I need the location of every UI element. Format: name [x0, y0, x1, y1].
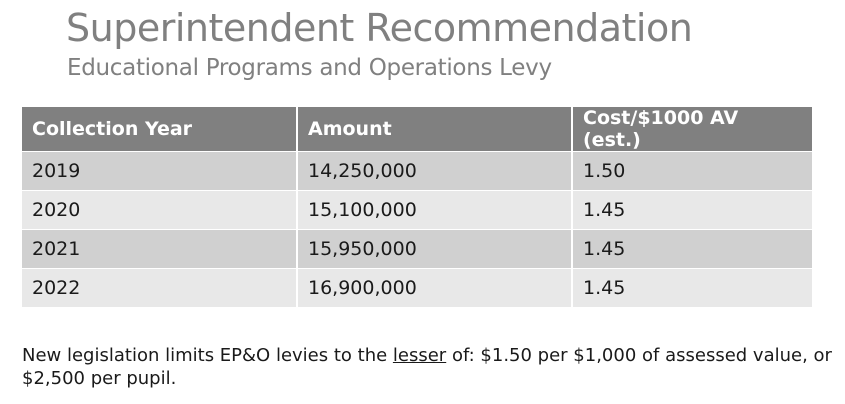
cell-cost: 1.50 [572, 152, 812, 191]
table-row [22, 191, 812, 230]
table-row [22, 152, 812, 191]
legislation-note [22, 344, 832, 390]
header-amount: Amount [297, 107, 572, 152]
slide-title: Superintendent Recommendation [66, 6, 693, 50]
cell-cost: 1.45 [572, 269, 812, 308]
cell-year: 2021 [22, 230, 297, 269]
cell-amount: 14,250,000 [297, 152, 572, 191]
slide-subtitle: Educational Programs and Operations Levy [67, 55, 552, 81]
cell-year: 2020 [22, 191, 297, 230]
cell-amount: 15,950,000 [297, 230, 572, 269]
table-row [22, 230, 812, 269]
header-cost: Cost/$1000 AV (est.) [572, 107, 812, 152]
cell-cost: 1.45 [572, 191, 812, 230]
cell-amount: 16,900,000 [297, 269, 572, 308]
note-text-before: New legislation limits EP&O levies to the [22, 345, 393, 366]
cell-cost: 1.45 [572, 230, 812, 269]
table-row [22, 269, 812, 308]
cell-amount: 15,100,000 [297, 191, 572, 230]
cell-year: 2019 [22, 152, 297, 191]
note-text-after: of: $1.50 per $1,000 of assessed value, or $2,500 per pupil. [22, 345, 832, 389]
levy-table [22, 107, 812, 307]
cell-year: 2022 [22, 269, 297, 308]
table-header-row [22, 107, 812, 152]
note-underlined-word: lesser [392, 345, 447, 366]
header-collection-year: Collection Year [22, 107, 297, 152]
